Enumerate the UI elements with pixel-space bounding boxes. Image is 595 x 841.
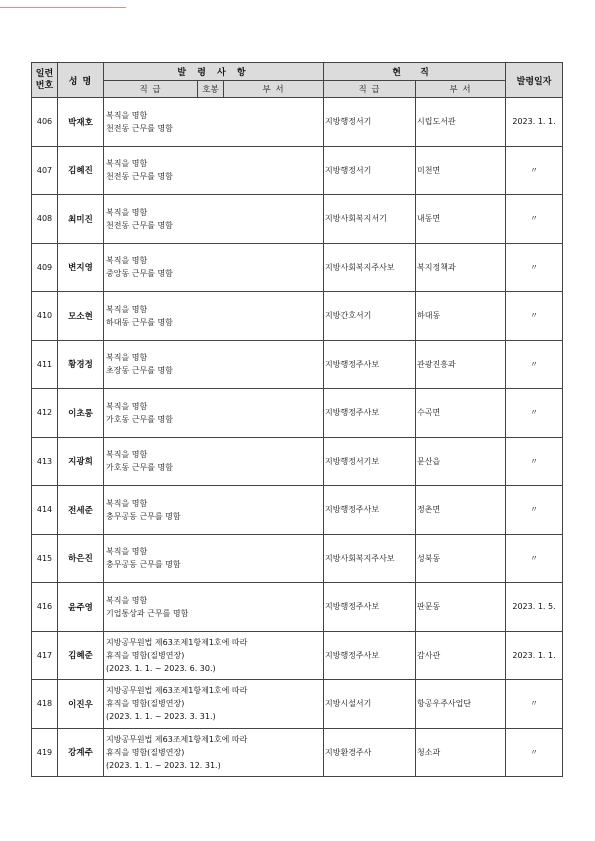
row-current-grade: 지방시설서기 bbox=[324, 680, 416, 729]
row-order-date: 2023. 1. 1. bbox=[506, 631, 563, 680]
row-order-date: 〃 bbox=[506, 146, 563, 195]
row-current-dept: 항공우주사업단 bbox=[416, 680, 506, 729]
row-current-grade: 지방행정주사보 bbox=[324, 389, 416, 438]
row-person-name: 김혜진 bbox=[58, 146, 104, 195]
row-order-content: 복직을 명함 천전동 근무를 명함 bbox=[104, 146, 324, 195]
table-row bbox=[32, 292, 563, 341]
row-order-content: 지방공무원법 제63조제1항제1호에 따라 휴직을 명함(질병연장) (2023. 1. 1. ~ 2023. 3. 31.) bbox=[104, 680, 324, 729]
row-order-date: 〃 bbox=[506, 437, 563, 486]
row-order-date: 〃 bbox=[506, 486, 563, 535]
row-serial-number: 419 bbox=[32, 728, 58, 777]
header-order-date: 발령일자 bbox=[506, 63, 563, 98]
row-current-grade: 지방행정주사보 bbox=[324, 631, 416, 680]
row-order-date: 〃 bbox=[506, 340, 563, 389]
header-name: 성 명 bbox=[58, 63, 104, 98]
row-current-grade: 지방행정서기보 bbox=[324, 437, 416, 486]
table-header bbox=[32, 63, 563, 98]
row-current-grade: 지방행정주사보 bbox=[324, 583, 416, 632]
row-serial-number: 408 bbox=[32, 195, 58, 244]
row-current-dept: 판문동 bbox=[416, 583, 506, 632]
table-row bbox=[32, 680, 563, 729]
table-row bbox=[32, 437, 563, 486]
table-row bbox=[32, 728, 563, 777]
table-row bbox=[32, 631, 563, 680]
row-person-name: 하은진 bbox=[58, 534, 104, 583]
row-current-dept: 하대동 bbox=[416, 292, 506, 341]
row-current-dept: 복지정책과 bbox=[416, 243, 506, 292]
row-person-name: 전세준 bbox=[58, 486, 104, 535]
table-row bbox=[32, 340, 563, 389]
row-current-grade: 지방행정서기 bbox=[324, 98, 416, 147]
row-current-dept: 내동면 bbox=[416, 195, 506, 244]
header-order-group: 발 령 사 항 bbox=[104, 63, 324, 81]
row-order-date: 〃 bbox=[506, 292, 563, 341]
row-order-date: 〃 bbox=[506, 680, 563, 729]
header-order-dept: 부 서 bbox=[224, 81, 324, 98]
table-body bbox=[32, 98, 563, 777]
row-order-content: 지방공무원법 제63조제1항제1호에 따라 휴직을 명함(질병연장) (2023. 1. 1. ~ 2023. 6. 30.) bbox=[104, 631, 324, 680]
row-order-date: 〃 bbox=[506, 389, 563, 438]
row-serial-number: 407 bbox=[32, 146, 58, 195]
header-current-group: 현 직 bbox=[324, 63, 506, 81]
row-order-content: 복직을 명함 충무공동 근무를 명함 bbox=[104, 534, 324, 583]
row-person-name: 변지영 bbox=[58, 243, 104, 292]
row-current-grade: 지방사회복지서기 bbox=[324, 195, 416, 244]
row-order-date: 〃 bbox=[506, 534, 563, 583]
personnel-order-table bbox=[31, 62, 563, 777]
row-person-name: 지광희 bbox=[58, 437, 104, 486]
row-current-dept: 수곡면 bbox=[416, 389, 506, 438]
row-order-content: 지방공무원법 제63조제1항제1호에 따라 휴직을 명함(질병연장) (2023. 1. 1. ~ 2023. 12. 31.) bbox=[104, 728, 324, 777]
table-row bbox=[32, 243, 563, 292]
row-current-grade: 지방행정서기 bbox=[324, 146, 416, 195]
row-current-dept: 청소과 bbox=[416, 728, 506, 777]
row-order-content: 복직을 명함 충무공동 근무를 명함 bbox=[104, 486, 324, 535]
row-person-name: 최미진 bbox=[58, 195, 104, 244]
row-person-name: 박재호 bbox=[58, 98, 104, 147]
row-current-grade: 지방간호서기 bbox=[324, 292, 416, 341]
row-current-dept: 관광진흥과 bbox=[416, 340, 506, 389]
row-order-date: 〃 bbox=[506, 195, 563, 244]
row-serial-number: 406 bbox=[32, 98, 58, 147]
row-current-dept: 문산읍 bbox=[416, 437, 506, 486]
row-person-name: 이진우 bbox=[58, 680, 104, 729]
row-order-content: 복직을 명함 가호동 근무를 명함 bbox=[104, 437, 324, 486]
row-person-name: 황경정 bbox=[58, 340, 104, 389]
row-serial-number: 417 bbox=[32, 631, 58, 680]
row-order-content: 복직을 명함 하대동 근무를 명함 bbox=[104, 292, 324, 341]
row-current-grade: 지방행정주사보 bbox=[324, 486, 416, 535]
row-person-name: 모소현 bbox=[58, 292, 104, 341]
row-serial-number: 409 bbox=[32, 243, 58, 292]
row-serial-number: 415 bbox=[32, 534, 58, 583]
row-serial-number: 412 bbox=[32, 389, 58, 438]
header-serial-number: 일련 번호 bbox=[32, 63, 58, 98]
row-order-content: 복직을 명함 기업통상과 근무를 명함 bbox=[104, 583, 324, 632]
row-order-date: 2023. 1. 5. bbox=[506, 583, 563, 632]
table-row bbox=[32, 534, 563, 583]
table-row bbox=[32, 583, 563, 632]
header-order-step: 호봉 bbox=[198, 81, 224, 98]
row-order-content: 복직을 명함 천전동 근무를 명함 bbox=[104, 98, 324, 147]
row-order-content: 복직을 명함 초장동 근무를 명함 bbox=[104, 340, 324, 389]
row-person-name: 윤주영 bbox=[58, 583, 104, 632]
row-current-grade: 지방사회복지주사보 bbox=[324, 243, 416, 292]
row-order-date: 〃 bbox=[506, 728, 563, 777]
table-row bbox=[32, 486, 563, 535]
table-row bbox=[32, 146, 563, 195]
row-person-name: 강계주 bbox=[58, 728, 104, 777]
row-person-name: 이초롱 bbox=[58, 389, 104, 438]
row-current-dept: 정촌면 bbox=[416, 486, 506, 535]
row-order-content: 복직을 명함 가호동 근무를 명함 bbox=[104, 389, 324, 438]
top-decorative-line bbox=[0, 7, 126, 8]
row-serial-number: 413 bbox=[32, 437, 58, 486]
row-order-content: 복직을 명함 중앙동 근무를 명함 bbox=[104, 243, 324, 292]
row-current-dept: 성북동 bbox=[416, 534, 506, 583]
row-person-name: 김혜준 bbox=[58, 631, 104, 680]
row-serial-number: 410 bbox=[32, 292, 58, 341]
table-row bbox=[32, 98, 563, 147]
row-current-dept: 감사관 bbox=[416, 631, 506, 680]
table-row bbox=[32, 389, 563, 438]
header-order-grade: 직 급 bbox=[104, 81, 198, 98]
row-serial-number: 416 bbox=[32, 583, 58, 632]
header-current-dept: 부 서 bbox=[416, 81, 506, 98]
row-serial-number: 418 bbox=[32, 680, 58, 729]
row-current-grade: 지방사회복지주사보 bbox=[324, 534, 416, 583]
row-order-date: 2023. 1. 1. bbox=[506, 98, 563, 147]
row-current-grade: 지방행정주사보 bbox=[324, 340, 416, 389]
row-serial-number: 411 bbox=[32, 340, 58, 389]
row-serial-number: 414 bbox=[32, 486, 58, 535]
row-order-content: 복직을 명함 천전동 근무를 명함 bbox=[104, 195, 324, 244]
header-current-grade: 직 급 bbox=[324, 81, 416, 98]
row-order-date: 〃 bbox=[506, 243, 563, 292]
row-current-dept: 시립도서관 bbox=[416, 98, 506, 147]
table-row bbox=[32, 195, 563, 244]
row-current-grade: 지방환경주사 bbox=[324, 728, 416, 777]
row-current-dept: 미천면 bbox=[416, 146, 506, 195]
